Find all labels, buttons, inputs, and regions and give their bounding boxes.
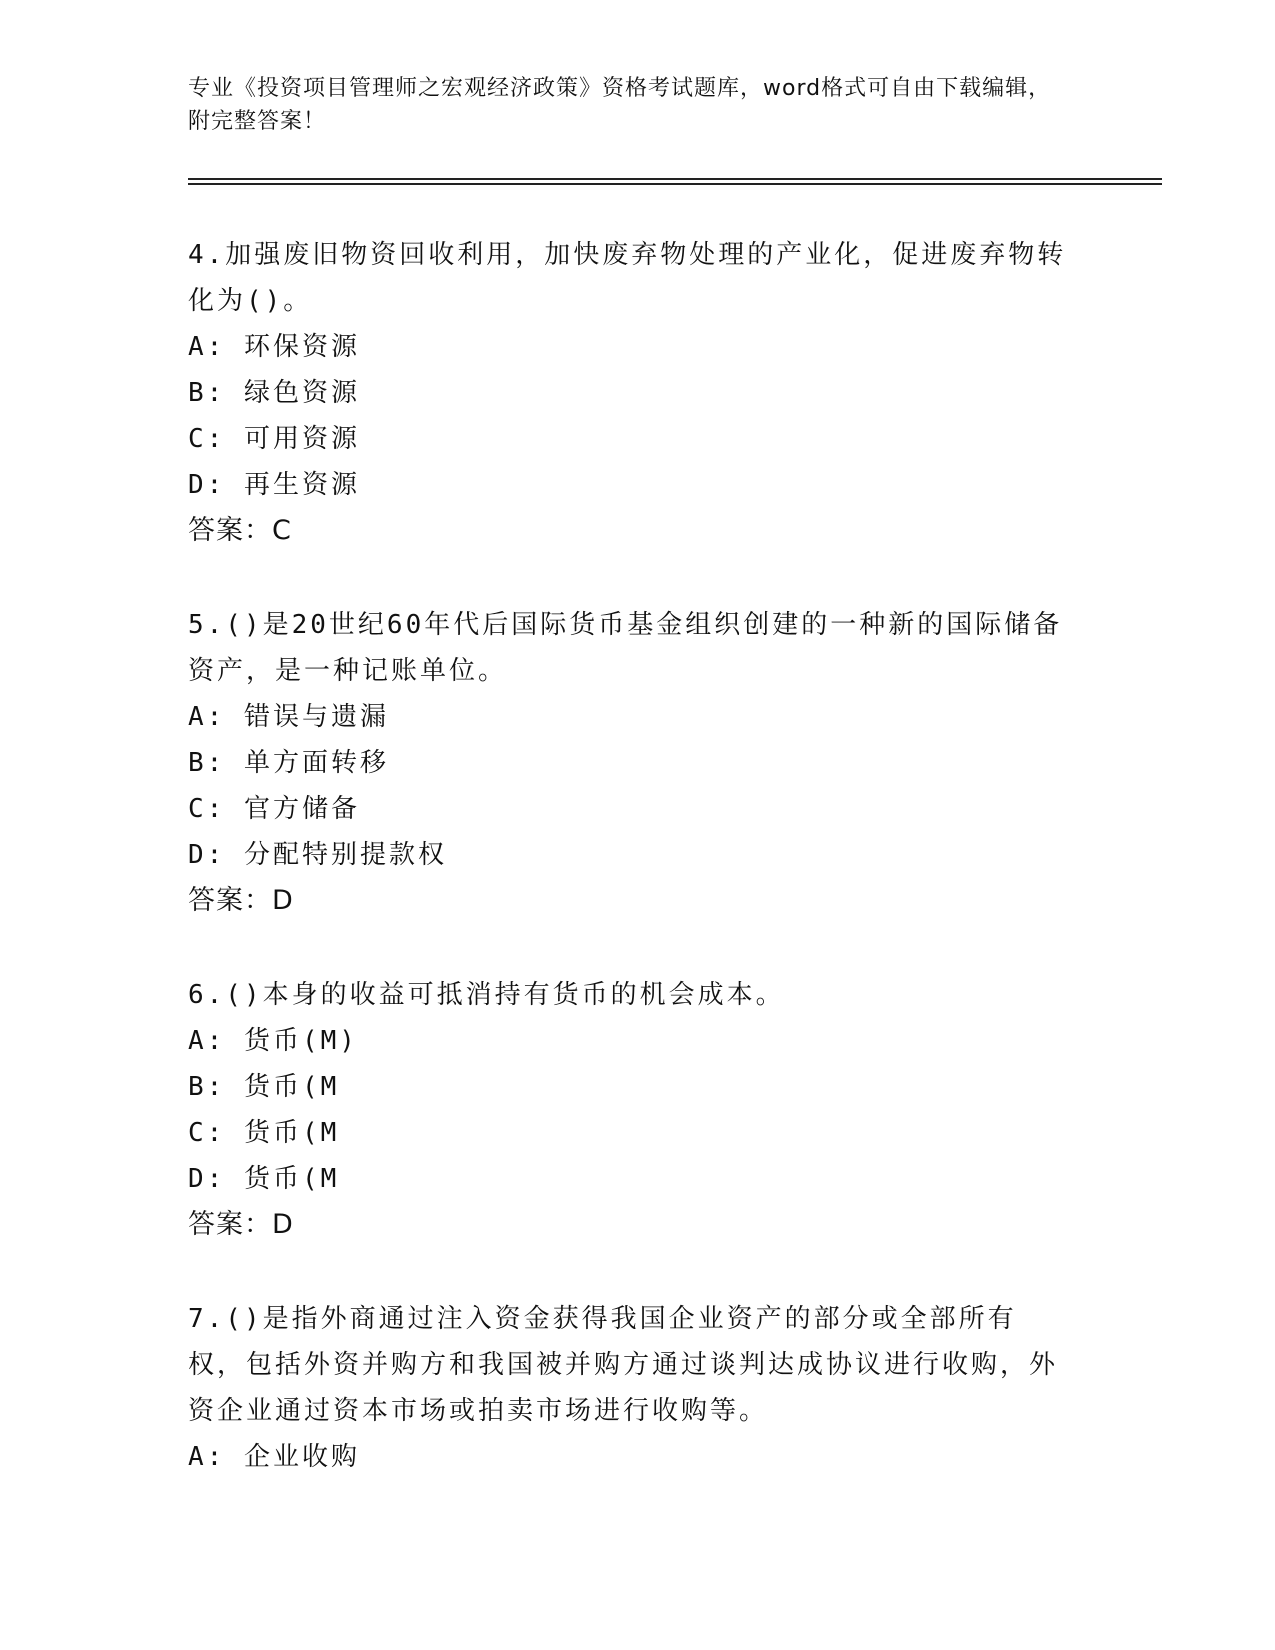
answer-line: 答案：C	[188, 515, 292, 546]
question-4	[188, 232, 1068, 554]
option-d: D: 再生资源	[188, 470, 360, 500]
option-b: B: 货币(M	[188, 1072, 340, 1102]
question-stem: 6.()本身的收益可抵消持有货币的机会成本。	[188, 980, 785, 1010]
answer-line: 答案：D	[188, 885, 294, 916]
option-b: B: 单方面转移	[188, 748, 389, 778]
document-header: 专业《投资项目管理师之宏观经济政策》资格考试题库，word格式可自由下载编辑，附完整答案！	[188, 76, 1052, 134]
option-d: D: 分配特别提款权	[188, 840, 447, 870]
option-c: C: 可用资源	[188, 424, 360, 454]
question-7	[188, 1296, 1068, 1480]
question-stem: 4.加强废旧物资回收利用，加快废弃物处理的产业化，促进废弃物转化为()。	[188, 240, 1067, 316]
option-d: D: 货币(M	[188, 1164, 340, 1194]
option-a: A: 环保资源	[188, 332, 360, 362]
option-a: A: 企业收购	[188, 1442, 360, 1472]
option-b: B: 绿色资源	[188, 378, 360, 408]
option-c: C: 官方储备	[188, 794, 360, 824]
question-stem: 7.()是指外商通过注入资金获得我国企业资产的部分或全部所有权，包括外资并购方和我国被并购方通过谈判达成协议进行收购，外资企业通过资本市场或拍卖市场进行收购等。	[188, 1304, 1059, 1426]
option-a: A: 错误与遗漏	[188, 702, 389, 732]
header-rule-bottom	[188, 183, 1162, 185]
header-rule-top	[188, 178, 1162, 180]
answer-line: 答案：D	[188, 1209, 294, 1240]
option-a: A: 货币(M)	[188, 1026, 358, 1056]
option-c: C: 货币(M	[188, 1118, 340, 1148]
question-list	[188, 232, 1068, 1528]
question-6	[188, 972, 1068, 1248]
question-stem: 5.()是20世纪60年代后国际货币基金组织创建的一种新的国际储备资产，是一种记账单位。	[188, 610, 1063, 686]
question-5	[188, 602, 1068, 924]
